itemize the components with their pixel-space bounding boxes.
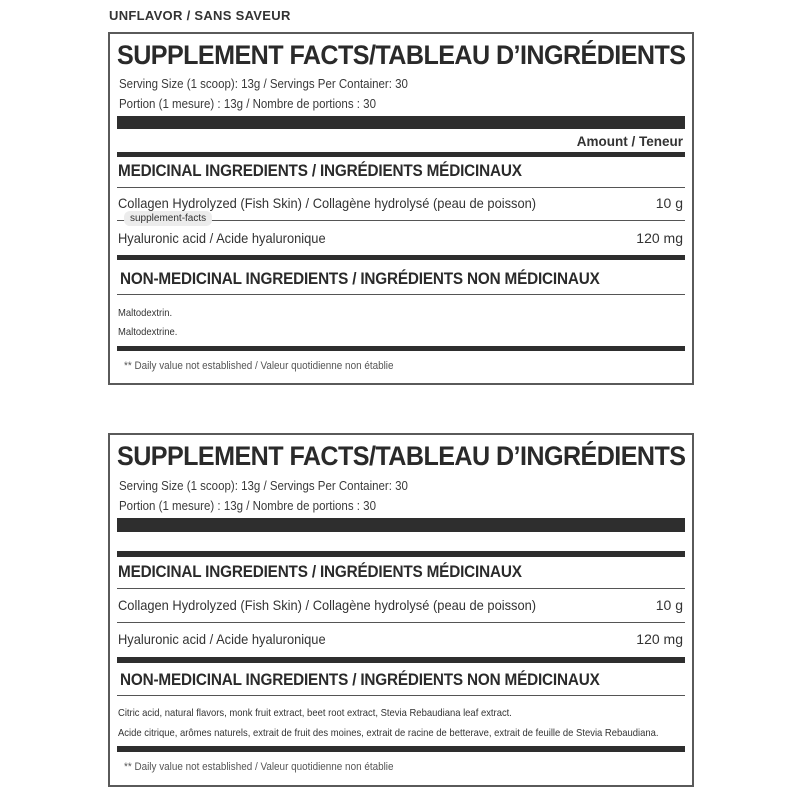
serving-size-en: Serving Size (1 scoop): 13g / Servings Per Container: 30 [119,479,408,493]
non-medicinal-en: Citric acid, natural flavors, monk fruit extract, beet root extract, Stevia Rebaudiana leaf extract. [118,707,512,719]
flavor-label: UNFLAVOR / SANS SAVEUR [109,8,291,23]
thick-divider [117,116,685,129]
ingredient-collagen: Collagen Hydrolyzed (Fish Skin) / Collagène hydrolysé (peau de poisson) [118,597,537,613]
ingredient-hyaluronic-acid: Hyaluronic acid / Acide hyaluronique [118,631,326,647]
ingredient-hyaluronic-acid: Hyaluronic acid / Acide hyaluronique [118,230,326,246]
medicinal-ingredients-header: MEDICINAL INGREDIENTS / INGRÉDIENTS MÉDICINAUX [118,562,522,581]
non-medicinal-fr: Maltodextrine. [118,326,178,338]
divider [117,622,685,623]
medium-divider [117,551,685,557]
medium-divider [117,152,685,157]
supplement-facts-panel-unflavored [108,32,694,385]
ingredient-collagen: Collagen Hydrolyzed (Fish Skin) / Collagène hydrolysé (peau de poisson) [118,195,537,211]
daily-value-footnote: ** Daily value not established / Valeur quotidienne non établie [124,761,394,773]
thick-divider [117,518,685,532]
medium-divider [117,657,685,663]
medium-divider [117,746,685,752]
ingredient-collagen-amount: 10 g [655,597,683,613]
amount-header: Amount / Teneur [576,134,683,149]
panel-title: SUPPLEMENT FACTS/TABLEAU D’INGRÉDIENTS [117,40,686,70]
non-medicinal-ingredients-header: NON-MEDICINAL INGREDIENTS / INGRÉDIENTS NON MÉDICINAUX [120,670,600,689]
element-tooltip: supplement-facts [124,211,212,226]
supplement-facts-panel-flavored [108,433,694,787]
divider [117,695,685,696]
non-medicinal-fr: Acide citrique, arômes naturels, extrait de fruit des moines, extrait de racine de betterave, extrait de feuille de Stevia Rebaudiana. [118,727,659,739]
non-medicinal-en: Maltodextrin. [118,307,173,319]
medium-divider [117,346,685,351]
medicinal-ingredients-header: MEDICINAL INGREDIENTS / INGRÉDIENTS MÉDICINAUX [118,161,522,180]
daily-value-footnote: ** Daily value not established / Valeur quotidienne non établie [124,360,394,372]
serving-size-fr: Portion (1 mesure) : 13g / Nombre de portions : 30 [119,97,376,111]
medium-divider [117,255,685,260]
ingredient-hyaluronic-amount: 120 mg [636,631,683,647]
non-medicinal-ingredients-header: NON-MEDICINAL INGREDIENTS / INGRÉDIENTS NON MÉDICINAUX [120,269,600,288]
panel-title: SUPPLEMENT FACTS/TABLEAU D’INGRÉDIENTS [117,441,686,471]
divider [117,187,685,188]
divider [117,294,685,295]
serving-size-en: Serving Size (1 scoop): 13g / Servings Per Container: 30 [119,77,408,91]
ingredient-hyaluronic-amount: 120 mg [636,230,683,246]
ingredient-collagen-amount: 10 g [655,195,683,211]
divider [117,588,685,589]
serving-size-fr: Portion (1 mesure) : 13g / Nombre de portions : 30 [119,499,376,513]
